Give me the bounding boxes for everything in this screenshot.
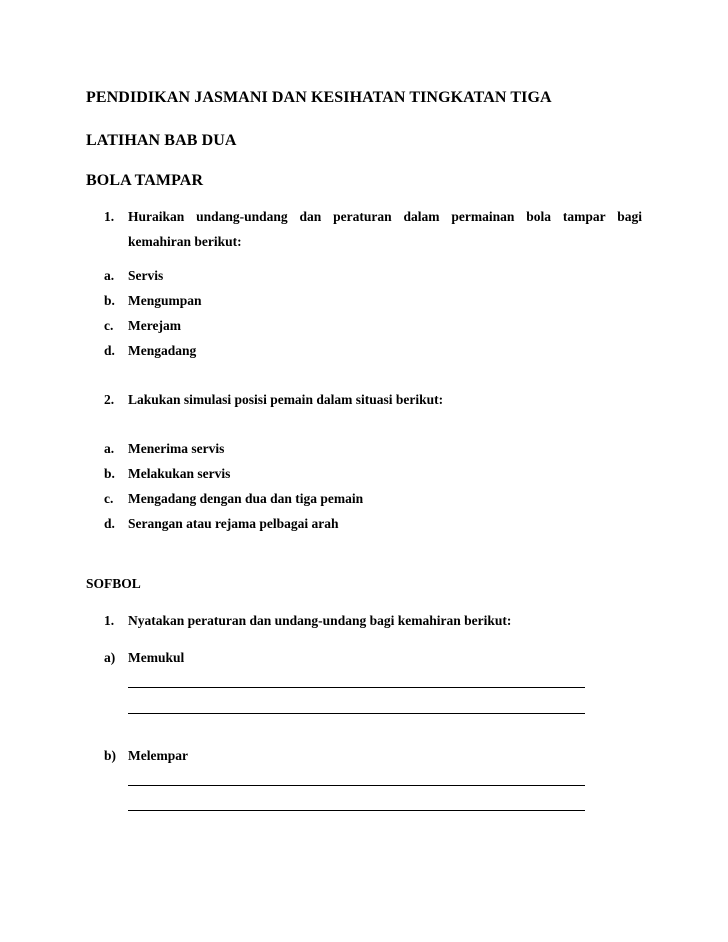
section-heading-sofbol: SOFBOL	[86, 576, 141, 591]
question-number: 1.	[104, 613, 115, 628]
list-item-text: Memukul	[128, 650, 185, 665]
list-item-marker: c.	[104, 491, 114, 506]
section-heading-bola-tampar: BOLA TAMPAR	[86, 172, 204, 189]
answer-line[interactable]	[128, 785, 585, 786]
answer-line[interactable]	[128, 687, 585, 688]
question-text-line2: kemahiran berikut:	[128, 234, 242, 249]
list-item-text: Mengadang dengan dua dan tiga pemain	[128, 491, 364, 506]
list-item-marker: a)	[104, 650, 116, 665]
list-item-text: Mengadang	[128, 343, 197, 358]
list-item-marker: d.	[104, 343, 115, 358]
list-item-text: Melakukan servis	[128, 466, 231, 481]
answer-line[interactable]	[128, 810, 585, 811]
list-item-text: Merejam	[128, 318, 181, 333]
list-item-text: Menerima servis	[128, 441, 225, 456]
document-subtitle: LATIHAN BAB DUA	[86, 132, 237, 149]
question-text-line1: Huraikan undang-undang dan peraturan dalam permainan bola tampar bagi	[128, 209, 642, 224]
list-item-text: Melempar	[128, 748, 188, 763]
question-number: 1.	[104, 209, 115, 224]
list-item-marker: c.	[104, 318, 114, 333]
document-title: PENDIDIKAN JASMANI DAN KESIHATAN TINGKATAN TIGA	[86, 89, 552, 106]
list-item-marker: d.	[104, 516, 115, 531]
list-item-text: Serangan atau rejama pelbagai arah	[128, 516, 339, 531]
list-item-marker: a.	[104, 441, 115, 456]
list-item-marker: b)	[104, 748, 117, 763]
question-number: 2.	[104, 392, 115, 407]
list-item-marker: a.	[104, 268, 115, 283]
answer-line[interactable]	[128, 713, 585, 714]
list-item-text: Mengumpan	[128, 293, 202, 308]
question-text: Nyatakan peraturan dan undang-undang bagi kemahiran berikut:	[128, 613, 512, 628]
list-item-marker: b.	[104, 293, 115, 308]
question-text: Lakukan simulasi posisi pemain dalam situasi berikut:	[128, 392, 444, 407]
list-item-text: Servis	[128, 268, 164, 283]
list-item-marker: b.	[104, 466, 115, 481]
